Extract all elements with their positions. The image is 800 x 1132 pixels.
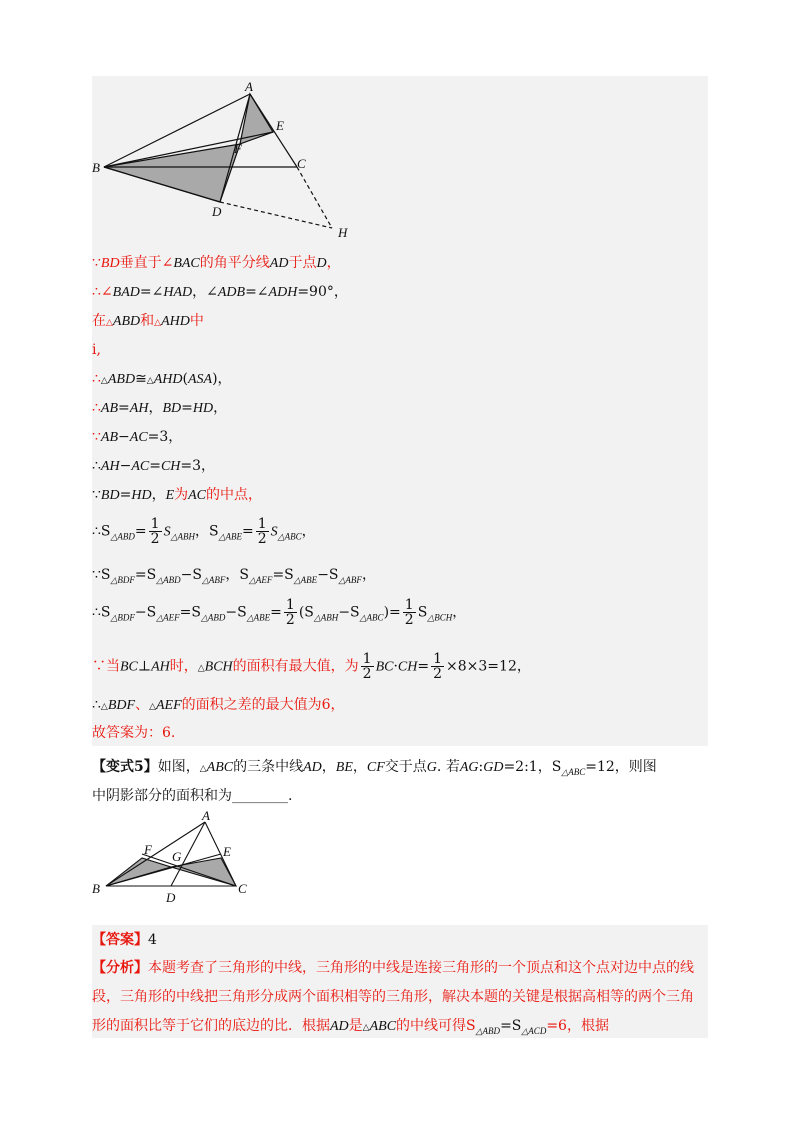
label2-a: A bbox=[202, 810, 210, 823]
figure-triangle-abc-h bbox=[92, 80, 372, 245]
solution-line-13: ∵当BC⊥AH时，△BCH的面积有最大值，为 $\frac{1}{2}$ BC·CH= $\frac{1}{2}$ ×8×3=12， bbox=[92, 651, 531, 682]
solution-line-5: ∴△ABD≅△AHD(ASA)， bbox=[92, 371, 232, 387]
answer-line: 【答案】4 bbox=[92, 932, 157, 948]
solution-line-7: ∵AB−AC=3， bbox=[92, 429, 183, 445]
solution-line-4: i, bbox=[92, 342, 101, 358]
analysis-line-1: 【分析】本题考查了三角形的中线，三角形的中线是连接三角形的一个顶点和这个点对边中点的线 bbox=[92, 960, 694, 976]
label-b: B bbox=[92, 160, 100, 175]
solution-line-11: $\because S_{\triangle BDF}=S_{\triangle ABD}-S_{\triangle ABF}$，$S_{\triangle AEF}=S_{\triangle ABE}-S_{\triangle ABF}$， bbox=[92, 567, 376, 585]
label-d: D bbox=[212, 204, 222, 219]
variant-question-line-2: 中阴影部分的面积和为________. bbox=[92, 788, 293, 804]
label-e: E bbox=[276, 118, 284, 133]
label-h: H bbox=[338, 225, 348, 240]
label2-g: G bbox=[172, 849, 182, 864]
label-f: F bbox=[234, 141, 242, 156]
solution-line-15: 故答案为：6. bbox=[92, 725, 176, 741]
solution-line-2: ∴∠BAD=∠HAD，∠ADB=∠ADH=90°， bbox=[92, 284, 348, 300]
label2-b: B bbox=[92, 881, 100, 896]
answer-blank[interactable]: ________ bbox=[232, 788, 288, 804]
label2-e: E bbox=[223, 844, 231, 859]
label2-d: D bbox=[166, 890, 176, 905]
solution-line-1: ∵BD垂直于∠BAC的角平分线AD于点D， bbox=[92, 255, 341, 271]
solution-line-10: $\therefore S_{\triangle ABD}=$ $\frac{1}{2}$ $S_{\triangle ABH}$，$S_{\triangle ABE}=$ $\frac{1}{2}$ $S_{\triangle ABC}$， bbox=[92, 516, 316, 547]
analysis-line-2: 段，三角形的中线把三角形分成两个面积相等的三角形，解决本题的关键是根据高相等的两个三角 bbox=[92, 989, 694, 1005]
variant-question-line-1: 【变式5】如图，△ABC的三条中线AD，BE，CF交于点G. 若AG:GD=2:1，$S_{\triangle ABC}=12$，则图 bbox=[92, 759, 657, 777]
solution-line-8: ∴AH−AC=CH=3， bbox=[92, 458, 216, 474]
label2-f: F bbox=[144, 842, 152, 857]
solution-line-14: ∴△BDF、△AEF的面积之差的最大值为6， bbox=[92, 697, 345, 713]
solution-line-6: ∴AB=AH，BD=HD， bbox=[92, 400, 228, 416]
label2-c: C bbox=[238, 881, 247, 896]
figure-medians-triangle bbox=[92, 810, 262, 905]
label-c: C bbox=[297, 156, 306, 171]
analysis-line-3: 形的面积比等于它们的底边的比．根据AD是△ABC的中线可得$S_{\triangle ABD}=S_{\triangle ACD}=6$，根据 bbox=[92, 1018, 609, 1036]
solution-line-12: $\therefore S_{\triangle BDF}-S_{\triangle AEF}=S_{\triangle ABD}-S_{\triangle ABE}=$ $\frac{1}{2}$ $(S_{\triangle ABH}-S_{\triangle ABC})=$ $\frac{1}{2}$ $S_{\triangle BCH}$， bbox=[92, 597, 467, 628]
solution-line-3: 在△ABD和△AHD中 bbox=[92, 313, 204, 329]
label-a: A bbox=[245, 80, 253, 94]
solution-line-9: ∵BD=HD，E为AC的中点， bbox=[92, 487, 263, 503]
